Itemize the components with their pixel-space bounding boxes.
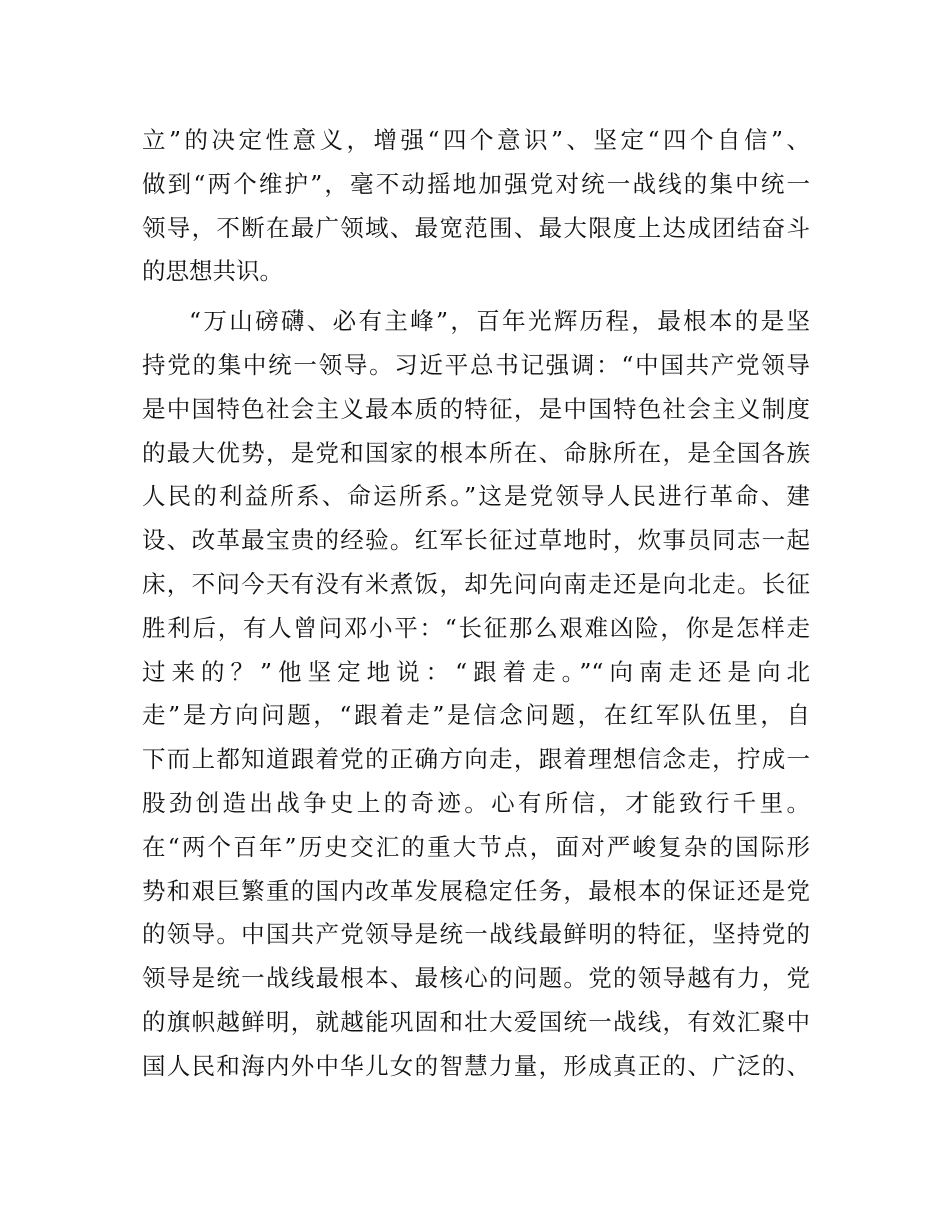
paragraph-2 (142, 300, 810, 1088)
paragraph-1 (142, 119, 810, 294)
text-line: 领导是统一战线最根本、最核心的问题。党的领导越有力，党 (142, 964, 810, 993)
text-line: 是中国特色社会主义最本质的特征，是中国特色社会主义制度 (142, 394, 810, 423)
text-line: 立”的决定性意义，增强“四个意识”、坚定“四个自信”、 (142, 126, 810, 154)
text-line: 势和艰巨繁重的国内改革发展稳定任务，最根本的保证还是党 (142, 876, 810, 905)
text-line: “万山磅礴、必有主峰”，百年光辉历程，最根本的是坚 (189, 307, 810, 336)
text-line: 的最大优势，是党和国家的根本所在、命脉所在，是全国各族 (142, 438, 810, 467)
text-line: 过来的？”他坚定地说：“跟着走。”“向南走还是向北 (142, 657, 810, 686)
text-line: 在“两个百年”历史交汇的重大节点，面对严峻复杂的国际形 (142, 832, 810, 861)
text-line: 股劲创造出战争史上的奇迹。心有所信，才能致行千里。 (142, 788, 810, 817)
text-line: 持党的集中统一领导。习近平总书记强调：“中国共产党领导 (142, 350, 810, 379)
text-line: 领导，不断在最广领域、最宽范围、最大限度上达成团结奋斗 (142, 213, 810, 242)
text-line: 床，不问今天有没有米煮饭，却先问向南走还是向北走。长征 (142, 569, 810, 598)
text-line: 做到“两个维护”，毫不动摇地加强党对统一战线的集中统一 (142, 169, 810, 198)
text-line: 下而上都知道跟着党的正确方向走，跟着理想信念走，拧成一 (142, 745, 810, 774)
text-line: 的思想共识。 (142, 257, 283, 286)
text-line: 胜利后，有人曾问邓小平：“长征那么艰难凶险，你是怎样走 (142, 613, 810, 642)
text-line: 国人民和海内外中华儿女的智慧力量，形成真正的、广泛的、 (142, 1051, 810, 1080)
text-line: 设、改革最宝贵的经验。红军长征过草地时，炊事员同志一起 (142, 526, 810, 555)
text-line: 的旗帜越鲜明，就越能巩固和壮大爱国统一战线，有效汇聚中 (142, 1007, 810, 1036)
text-line: 的领导。中国共产党领导是统一战线最鲜明的特征，坚持党的 (142, 920, 810, 949)
document-body (142, 119, 810, 1089)
text-line: 人民的利益所系、命运所系。”这是党领导人民进行革命、建 (142, 482, 810, 511)
text-line: 走”是方向问题，“跟着走”是信念问题，在红军队伍里，自 (142, 701, 810, 730)
